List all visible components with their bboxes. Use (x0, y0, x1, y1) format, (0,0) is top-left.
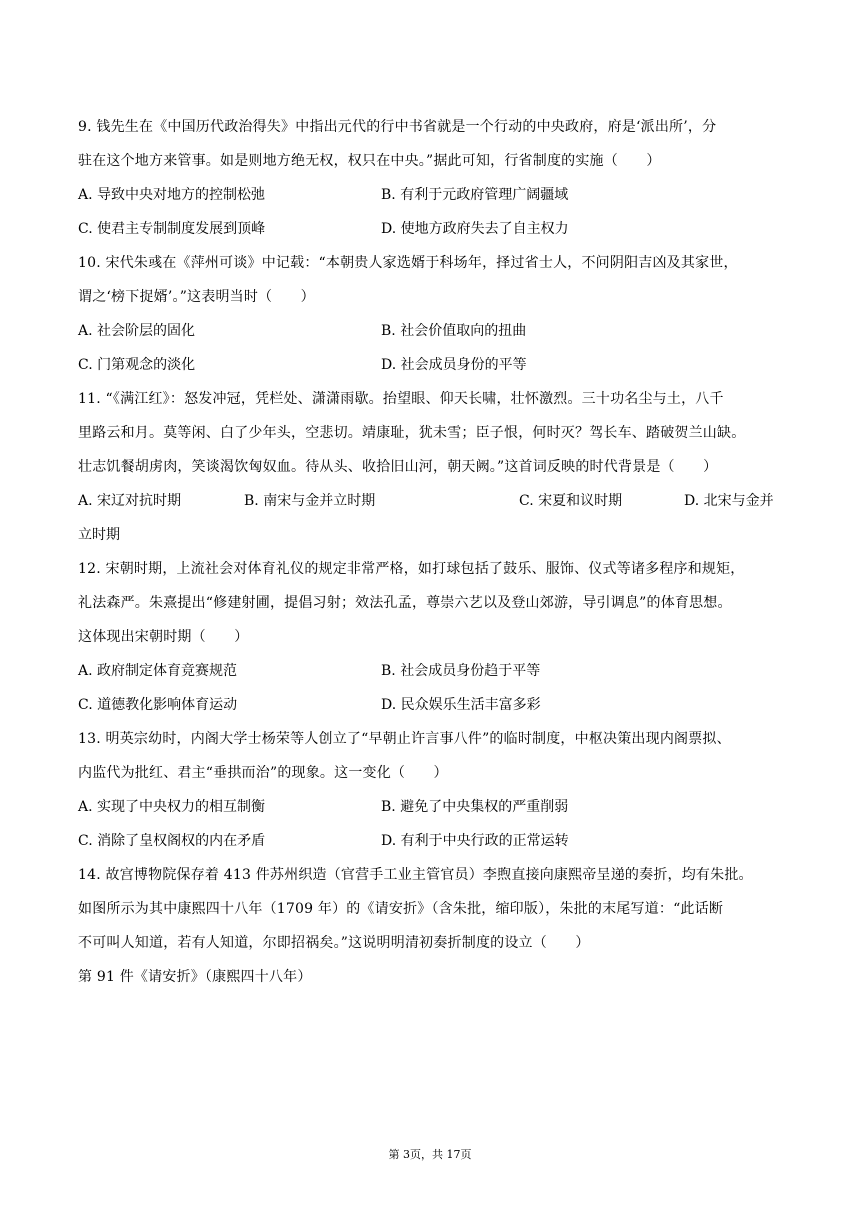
question-11-options (78, 484, 784, 518)
question-9-options (78, 178, 784, 246)
question-9-line-2: 驻在这个地方来管事。如是则地方绝无权，权只在中央。”据此可知，行省制度的实施（ ） (78, 153, 661, 169)
question-11-line-3: 壮志饥餐胡虏肉，笑谈渴饮匈奴血。待从头、收拾旧山河，朝天阙。”这首词反映的时代背景是（ ） (78, 459, 718, 475)
option-d: D. 有利于中央行政的正常运转 (381, 833, 569, 849)
question-10-options (78, 314, 784, 382)
question-12-line-1: 12. 宋朝时期，上流社会对体育礼仪的规定非常严格，如打球包括了鼓乐、服饰、仪式等诸多程序和规矩， (78, 561, 745, 577)
question-14-line-3: 不可叫人知道，若有人知道，尔即招祸矣。”这说明明清初奏折制度的设立（ ） (78, 935, 590, 951)
option-c: C. 消除了皇权阁权的内在矛盾 (78, 833, 266, 849)
option-c: C. 宋夏和议时期 (519, 493, 623, 509)
question-12-line-2: 礼法森严。朱熹提出“修建射圃，提倡习射；效法孔孟，尊崇六艺以及登山郊游，导引调息”的体育思想。 (78, 595, 732, 611)
option-a: A. 政府制定体育竞赛规范 (78, 663, 238, 679)
option-a: A. 宋辽对抗时期 (78, 493, 182, 509)
option-c: C. 门第观念的淡化 (78, 357, 196, 373)
option-c: C. 道德教化影响体育运动 (78, 697, 238, 713)
option-a: A. 社会阶层的固化 (78, 323, 196, 339)
question-9-line-1: 9. 钱先生在《中国历代政治得失》中指出元代的行中书省就是一个行动的中央政府，府是‘派出所’，分 (78, 119, 717, 135)
question-11-line-2: 里路云和月。莫等闲、白了少年头，空悲切。靖康耻，犹未雪；臣子恨，何时灭？驾长车、踏破贺兰山缺。 (78, 425, 746, 441)
question-13-line-2: 内监代为批红、君主“垂拱而治”的现象。这一变化（ ） (78, 765, 448, 781)
question-13-line-1: 13. 明英宗幼时，内阁大学士杨荣等人创立了“早朝止许言事八件”的临时制度，中枢决策出现内阁票拟、 (78, 731, 731, 747)
option-d: D. 使地方政府失去了自主权力 (381, 221, 569, 237)
option-d: D. 社会成员身份的平等 (381, 357, 527, 373)
figure-caption: 第 91 件《请安折》（康熙四十八年） (78, 969, 312, 985)
page-number: 第 3页，共 17页 (388, 1148, 472, 1161)
question-10-line-1: 10. 宋代朱彧在《萍州可谈》中记载：“本朝贵人家选婿于科场年，择过省士人，不问阴阳吉凶及其家世， (78, 255, 738, 271)
question-11 (78, 382, 784, 552)
option-b: B. 社会价值取向的扭曲 (381, 323, 527, 339)
question-10-line-2: 谓之‘榜下捉婿’。”这表明当时（ ） (78, 289, 315, 305)
question-13-options (78, 790, 784, 858)
option-d: D. 北宋与金并 (684, 493, 774, 509)
option-b: B. 有利于元政府管理广阔疆域 (381, 187, 569, 203)
option-d: D. 民众娱乐生活丰富多彩 (381, 697, 541, 713)
option-b: B. 避免了中央集权的严重削弱 (381, 799, 569, 815)
questions-area (78, 110, 784, 994)
question-9 (78, 110, 784, 246)
question-12-options (78, 654, 784, 722)
question-14-line-2: 如图所示为其中康熙四十八年（1709 年）的《请安折》（含朱批，缩印版），朱批的末尾写道：“此话断 (78, 901, 724, 917)
question-12-line-3: 这体现出宋朝时期（ ） (78, 629, 249, 645)
question-14-line-1: 14. 故宫博物院保存着 413 件苏州织造（官营手工业主管官员）李煦直接向康熙帝呈递的奏折，均有朱批。 (78, 867, 753, 883)
question-14 (78, 858, 784, 994)
option-a: A. 实现了中央权力的相互制衡 (78, 799, 266, 815)
option-b: B. 社会成员身份趋于平等 (381, 663, 541, 679)
option-b: B. 南宋与金并立时期 (244, 493, 376, 509)
option-d-continuation: 立时期 (78, 527, 120, 543)
option-c: C. 使君主专制制度发展到顶峰 (78, 221, 266, 237)
question-11-line-1: 11. “《满江红》：怒发冲冠，凭栏处、潇潇雨歇。抬望眼、仰天长啸，壮怀激烈。三十功名尘与土，八千 (78, 391, 724, 407)
question-13 (78, 722, 784, 858)
option-a: A. 导致中央对地方的控制松弛 (78, 187, 266, 203)
question-12 (78, 552, 784, 722)
question-10 (78, 246, 784, 382)
